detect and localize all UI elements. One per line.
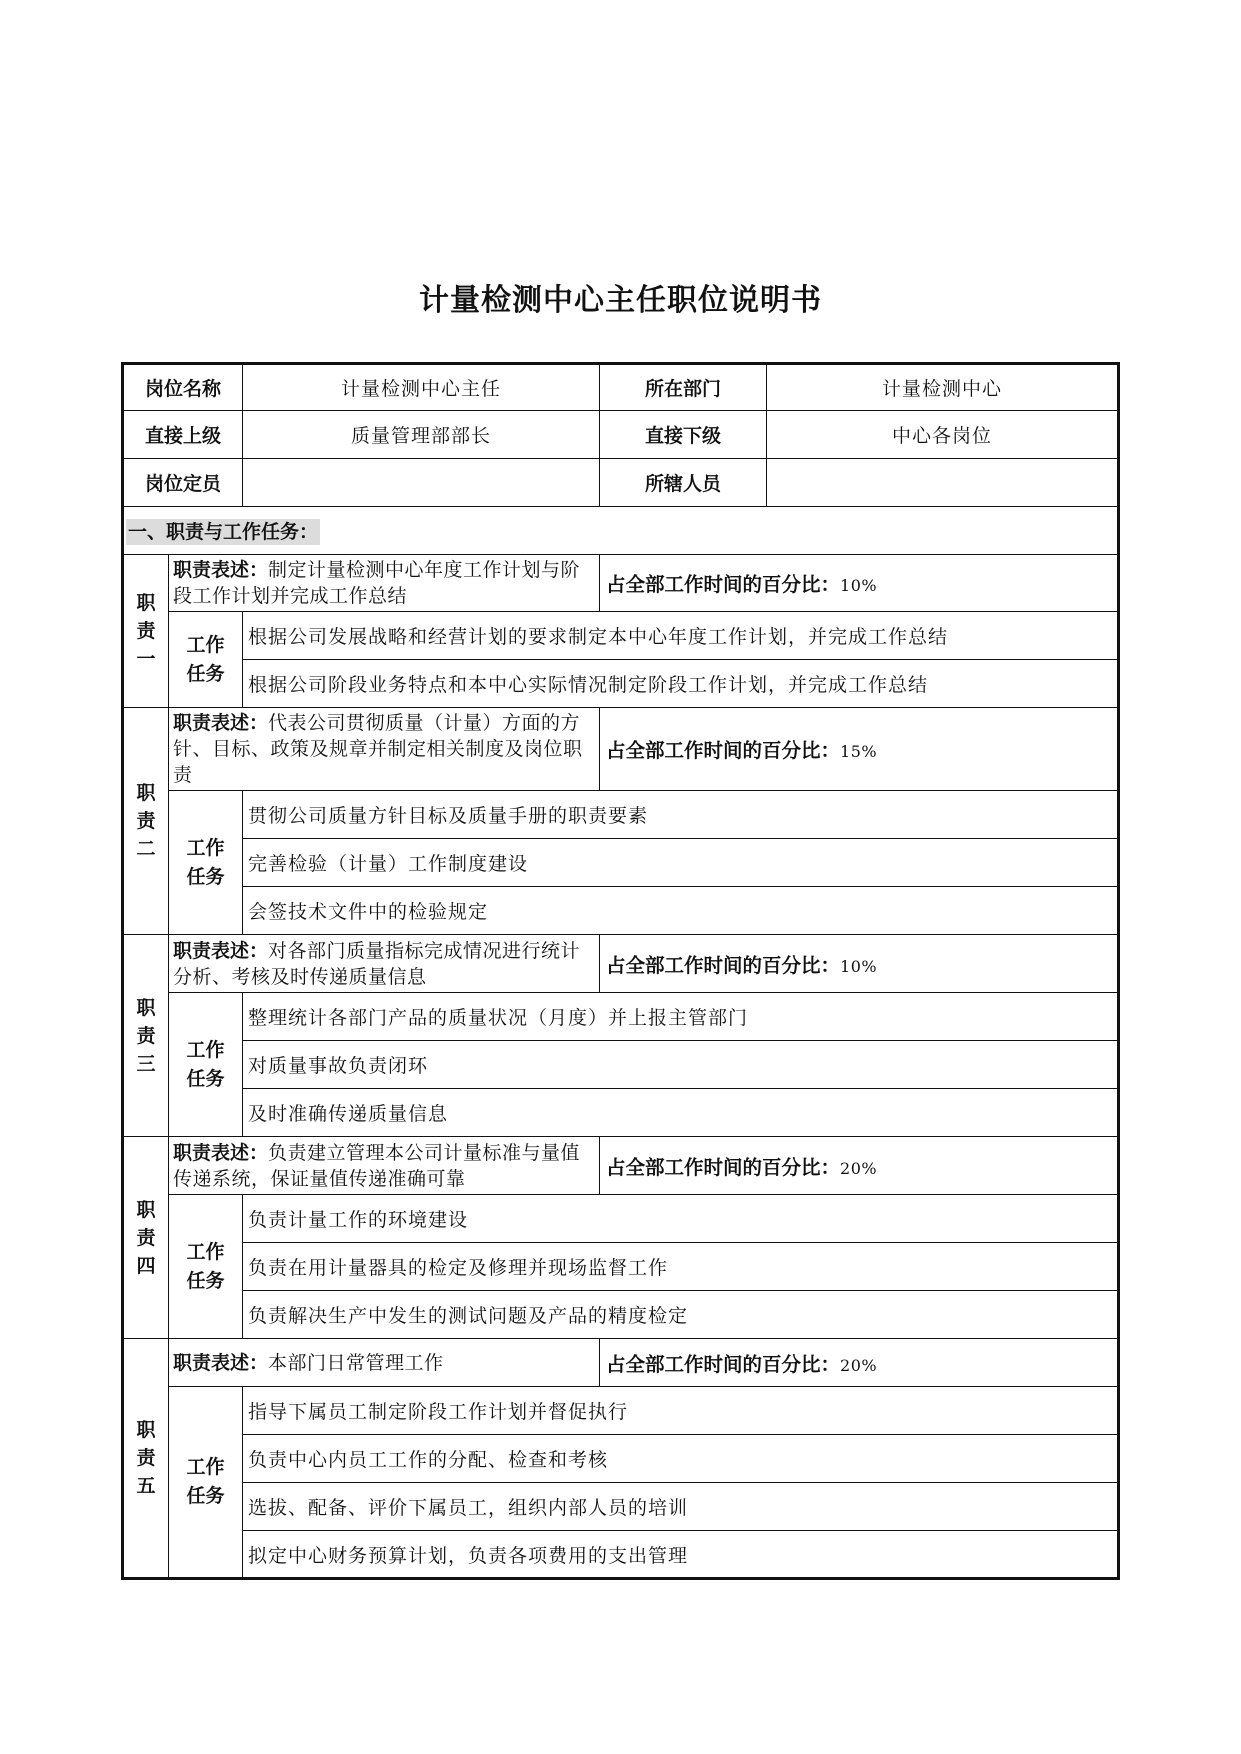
duty-3-task-1: 整理统计各部门产品的质量状况（月度）并上报主管部门 <box>243 993 1119 1041</box>
duty-4-task-row <box>123 1243 1119 1291</box>
duty-label-char: 二 <box>136 838 156 860</box>
duty-3-percentage <box>600 935 1119 993</box>
task-label-line: 任务 <box>186 1269 225 1292</box>
section-title <box>123 507 1119 555</box>
managed-staff-value <box>767 459 1119 507</box>
percentage-value: 20% <box>840 1158 878 1178</box>
duty-4-task-row <box>123 1291 1119 1339</box>
description-key: 职责表述： <box>173 1351 269 1374</box>
staffing-label: 岗位定员 <box>123 459 243 507</box>
task-label-line: 任务 <box>186 1485 225 1507</box>
duty-5-percentage <box>600 1339 1119 1387</box>
description-key: 职责表述： <box>173 939 269 962</box>
percentage-value: 20% <box>840 1355 878 1375</box>
duty-4-task-label <box>169 1195 243 1339</box>
duty-1-task-label <box>169 612 243 708</box>
duty-2-description <box>169 708 600 791</box>
duty-5-task-row <box>123 1483 1119 1531</box>
percentage-key: 占全部工作时间的百分比： <box>606 739 841 762</box>
percentage-key: 占全部工作时间的百分比： <box>606 1352 841 1376</box>
duty-1-desc-row <box>123 555 1119 612</box>
duty-3-desc-row <box>123 935 1119 993</box>
duty-3-task-3: 及时准确传递质量信息 <box>243 1089 1119 1137</box>
description-key: 职责表述： <box>173 1141 269 1164</box>
department-label: 所在部门 <box>600 364 767 411</box>
direct-superior-label: 直接上级 <box>123 411 243 459</box>
duty-4-desc-row <box>123 1137 1119 1195</box>
duty-4-percentage <box>600 1137 1119 1195</box>
duty-5-task-row <box>123 1387 1119 1435</box>
task-label-line: 工作 <box>186 836 225 859</box>
direct-subordinate-label: 直接下级 <box>600 411 767 459</box>
duty-3-description <box>169 935 600 993</box>
task-label-line: 任务 <box>186 865 225 888</box>
duty-2-task-row <box>123 791 1119 839</box>
duty-label-char: 责 <box>136 810 156 832</box>
managed-staff-label: 所辖人员 <box>600 459 767 507</box>
description-text: 代表公司贯彻质量（计量）方面的方针、目标、政策及规章并制定相关制度及岗位职责 <box>173 712 583 786</box>
duty-5-task-row <box>123 1531 1119 1579</box>
task-label-line: 工作 <box>186 1038 225 1061</box>
info-row-position <box>123 364 1119 411</box>
section-title-text: 一、职责与工作任务： <box>128 521 319 543</box>
duty-5-task-3: 选拔、配备、评价下属员工，组织内部人员的培训 <box>243 1483 1119 1531</box>
duty-label-char: 一 <box>136 648 156 670</box>
info-row-staffing <box>123 459 1119 507</box>
task-label-line: 任务 <box>186 1067 225 1090</box>
duty-label-char: 责 <box>136 1447 156 1469</box>
duty-3-task-label <box>169 993 243 1137</box>
duty-2-task-2: 完善检验（计量）工作制度建设 <box>243 839 1119 887</box>
duty-3-label <box>123 935 169 1137</box>
duty-5-task-label <box>169 1387 243 1579</box>
duty-5-task-4: 拟定中心财务预算计划，负责各项费用的支出管理 <box>243 1531 1119 1579</box>
info-row-superior <box>123 411 1119 459</box>
duty-4-description <box>169 1137 600 1195</box>
duty-3-task-row <box>123 1089 1119 1137</box>
percentage-value: 10% <box>840 576 878 595</box>
document-title: 计量检测中心主任职位说明书 <box>419 283 822 318</box>
duty-label-char: 职 <box>136 1198 156 1221</box>
duty-2-percentage <box>600 708 1119 791</box>
position-name-value: 计量检测中心主任 <box>243 364 600 411</box>
duty-4-task-3: 负责解决生产中发生的测试问题及产品的精度检定 <box>243 1291 1119 1339</box>
duty-label-char: 五 <box>136 1475 156 1497</box>
duty-1-task-2: 根据公司阶段业务特点和本中心实际情况制定阶段工作计划，并完成工作总结 <box>243 660 1119 708</box>
duty-2-task-3: 会签技术文件中的检验规定 <box>243 887 1119 935</box>
duty-5-label <box>123 1339 169 1579</box>
duty-1-percentage <box>600 555 1119 612</box>
percentage-value: 15% <box>840 742 878 761</box>
description-key: 职责表述： <box>173 559 269 581</box>
duty-4-label <box>123 1137 169 1339</box>
duty-1-description <box>169 555 600 612</box>
duty-2-task-1: 贯彻公司质量方针目标及质量手册的职责要素 <box>243 791 1119 839</box>
department-value: 计量检测中心 <box>767 364 1119 411</box>
duty-label-char: 三 <box>136 1052 156 1075</box>
duty-2-task-row <box>123 839 1119 887</box>
duty-2-task-row <box>123 887 1119 935</box>
description-text: 本部门日常管理工作 <box>268 1351 444 1374</box>
section-header-row <box>123 507 1119 555</box>
description-text: 对各部门质量指标完成情况进行统计分析、考核及时传递质量信息 <box>173 939 581 988</box>
duty-label-char: 职 <box>136 1419 156 1441</box>
task-label-line: 工作 <box>186 1240 225 1263</box>
duty-1-label <box>123 555 169 708</box>
direct-superior-value: 质量管理部部长 <box>243 411 600 459</box>
duty-5-desc-row <box>123 1339 1119 1387</box>
description-text: 制定计量检测中心年度工作计划与阶段工作计划并完成工作总结 <box>173 559 581 607</box>
duty-label-char: 职 <box>136 996 156 1019</box>
duty-4-task-row <box>123 1195 1119 1243</box>
duty-1-task-1: 根据公司发展战略和经营计划的要求制定本中心年度工作计划，并完成工作总结 <box>243 612 1119 660</box>
duty-1-task-row <box>123 660 1119 708</box>
description-key: 职责表述： <box>173 712 269 734</box>
percentage-key: 占全部工作时间的百分比： <box>606 573 841 596</box>
duty-5-task-row <box>123 1435 1119 1483</box>
duty-label-char: 责 <box>136 620 156 642</box>
duty-4-task-2: 负责在用计量器具的检定及修理并现场监督工作 <box>243 1243 1119 1291</box>
percentage-key: 占全部工作时间的百分比： <box>606 1155 841 1179</box>
percentage-key: 占全部工作时间的百分比： <box>606 953 841 977</box>
duty-label-char: 四 <box>136 1254 156 1277</box>
task-label-line: 工作 <box>186 1456 225 1478</box>
duty-2-desc-row <box>123 708 1119 791</box>
direct-subordinate-value: 中心各岗位 <box>767 411 1119 459</box>
position-name-label: 岗位名称 <box>123 364 243 411</box>
job-description-table <box>121 362 1120 1580</box>
description-text: 负责建立管理本公司计量标准与量值传递系统，保证量值传递准确可靠 <box>173 1141 581 1190</box>
staffing-value <box>243 459 600 507</box>
task-label-line: 工作 <box>186 633 225 656</box>
task-label-line: 任务 <box>186 662 225 685</box>
duty-3-task-row <box>123 1041 1119 1089</box>
duty-2-task-label <box>169 791 243 935</box>
duty-3-task-2: 对质量事故负责闭环 <box>243 1041 1119 1089</box>
duty-label-char: 职 <box>136 782 156 804</box>
duty-5-task-1: 指导下属员工制定阶段工作计划并督促执行 <box>243 1387 1119 1435</box>
duty-label-char: 责 <box>136 1226 156 1249</box>
duty-label-char: 职 <box>136 592 156 614</box>
duty-2-label <box>123 708 169 935</box>
duty-3-task-row <box>123 993 1119 1041</box>
duty-5-task-2: 负责中心内员工工作的分配、检查和考核 <box>243 1435 1119 1483</box>
percentage-value: 10% <box>840 956 878 976</box>
duty-5-description <box>169 1339 600 1387</box>
duty-4-task-1: 负责计量工作的环境建设 <box>243 1195 1119 1243</box>
duty-label-char: 责 <box>136 1024 156 1047</box>
duty-1-task-row <box>123 612 1119 660</box>
